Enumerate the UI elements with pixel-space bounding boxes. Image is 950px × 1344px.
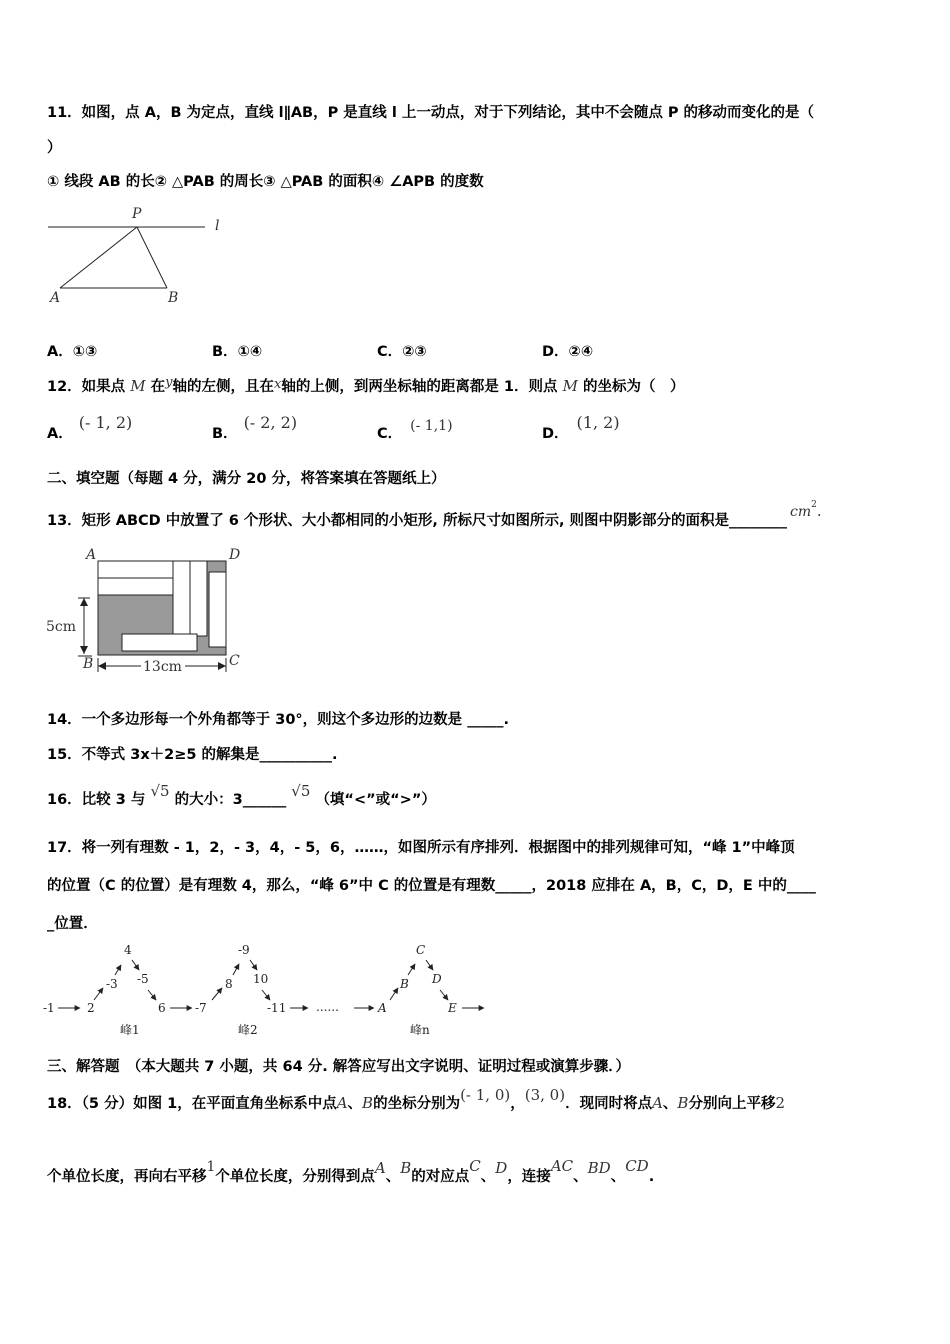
q11-option-c[interactable]: C．②③ bbox=[377, 344, 427, 360]
q12-option-a[interactable]: A．(- 1, 2) bbox=[47, 413, 133, 442]
q11-option-a[interactable]: A．①③ bbox=[47, 344, 98, 360]
small-rect-3 bbox=[173, 561, 190, 636]
label-b: B bbox=[83, 656, 94, 672]
q11-option-b[interactable]: B．①④ bbox=[212, 344, 263, 360]
q11-option-d[interactable]: D．②④ bbox=[542, 344, 594, 360]
label-p: P bbox=[132, 206, 142, 222]
q17-line1: 17．将一列有理数 - 1，2，- 3，4，- 5，6，……，如图所示有序排列．根据图中的排列规律可知，“峰 1”中峰顶 bbox=[47, 840, 795, 856]
section-2-heading: 二、填空题（每题 4 分，满分 20 分，将答案填在答题纸上） bbox=[47, 471, 446, 487]
q11-stem-line1: 11．如图，点 A，B 为定点，直线 l∥AB，P 是直线 l 上一动点，对于下列结论，其中不会随点 P 的移动而变化的是（ bbox=[47, 105, 815, 121]
q13-figure bbox=[40, 540, 260, 685]
q15: 15．不等式 3x＋2≥5 的解集是__________. bbox=[47, 747, 338, 763]
num-2: 2 bbox=[87, 1001, 95, 1015]
label-d: D bbox=[229, 547, 241, 563]
q12-option-d[interactable]: D．(1, 2) bbox=[542, 413, 620, 442]
letter-d: D bbox=[432, 972, 442, 986]
label-l: l bbox=[215, 218, 220, 234]
num-8: 8 bbox=[225, 977, 233, 991]
segment-pb bbox=[137, 227, 167, 288]
q13-stem: 13．矩形 ABCD 中放置了 6 个形状、大小都相同的小矩形, 所标尺寸如图所示, 则图中阴影部分的面积是$\_\_\_\_\_\_\_\_cm^2$. bbox=[47, 500, 822, 529]
num-neg3: -3 bbox=[106, 977, 118, 991]
num-neg11: -11 bbox=[267, 1001, 287, 1015]
label-a: A bbox=[86, 547, 97, 563]
letter-c: C bbox=[416, 943, 426, 957]
q14: 14．一个多边形每一个外角都等于 30°，则这个多边形的边数是 _____. bbox=[47, 712, 509, 728]
q12-option-b[interactable]: B．(- 2, 2) bbox=[212, 413, 298, 442]
small-rect-4 bbox=[190, 561, 207, 636]
ellipsis: ...... bbox=[316, 1000, 339, 1014]
segment-pa bbox=[60, 227, 137, 288]
q11-statements: ① 线段 AB 的长② △PAB 的周长③ △PAB 的面积④ ∠APB 的度数 bbox=[47, 174, 484, 190]
small-rect-1 bbox=[98, 561, 173, 578]
label-height: 5cm bbox=[46, 619, 77, 635]
q12-stem: 12．如果点 M 在y轴的左侧，且在x轴的上侧，到两坐标轴的距离都是 1．则点 M 的坐标为（ ） bbox=[47, 375, 685, 395]
num-neg5: -5 bbox=[137, 972, 149, 986]
q12-option-c[interactable]: C． (- 1,1) bbox=[377, 418, 453, 442]
letter-b: B bbox=[400, 977, 409, 991]
q11-figure bbox=[40, 200, 240, 310]
q16: 16．比较 3 与 √5 的大小：3______ √5 （填“<”或“>”） bbox=[47, 782, 436, 808]
num-neg7: -7 bbox=[195, 1001, 207, 1015]
label-c: C bbox=[229, 653, 240, 669]
q18-line1: 18．（5 分）如图 1，在平面直角坐标系中点A、B的坐标分别为(- 1, 0)，(3, 0)．现同时将点A、B分别向上平移2 bbox=[47, 1086, 785, 1112]
peak-n-label: 峰n bbox=[410, 1023, 430, 1037]
num-neg1: -1 bbox=[43, 1001, 55, 1015]
q11-stem-line2: ） bbox=[47, 140, 62, 156]
peak-1-label: 峰1 bbox=[120, 1023, 140, 1037]
num-6: 6 bbox=[158, 1001, 166, 1015]
small-rect-5 bbox=[209, 572, 226, 647]
small-rect-6 bbox=[122, 634, 197, 651]
letter-e: E bbox=[448, 1001, 457, 1015]
label-width: 13cm bbox=[143, 659, 182, 675]
label-b: B bbox=[168, 290, 179, 306]
q18-line2: 个单位长度，再向右平移1个单位长度，分别得到点A、B的对应点C、D，连接AC、BD、CD. bbox=[47, 1157, 655, 1185]
q17-line2: 的位置（C 的位置）是有理数 4，那么，“峰 6”中 C 的位置是有理数_____，2018 应排在 A，B，C，D，E 中的____ bbox=[47, 878, 816, 894]
label-a: A bbox=[50, 290, 61, 306]
letter-a: A bbox=[378, 1001, 387, 1015]
small-rect-2 bbox=[98, 578, 173, 595]
q17-figure bbox=[40, 938, 500, 1043]
num-4: 4 bbox=[124, 943, 132, 957]
q17-line3: _位置． bbox=[47, 916, 98, 932]
num-10: 10 bbox=[253, 972, 269, 986]
num-neg9: -9 bbox=[238, 943, 250, 957]
section-3-heading: 三、解答题 （本大题共 7 小题，共 64 分. 解答应写出文字说明、证明过程或演算步骤．） bbox=[47, 1059, 631, 1075]
peak-2-label: 峰2 bbox=[238, 1023, 258, 1037]
